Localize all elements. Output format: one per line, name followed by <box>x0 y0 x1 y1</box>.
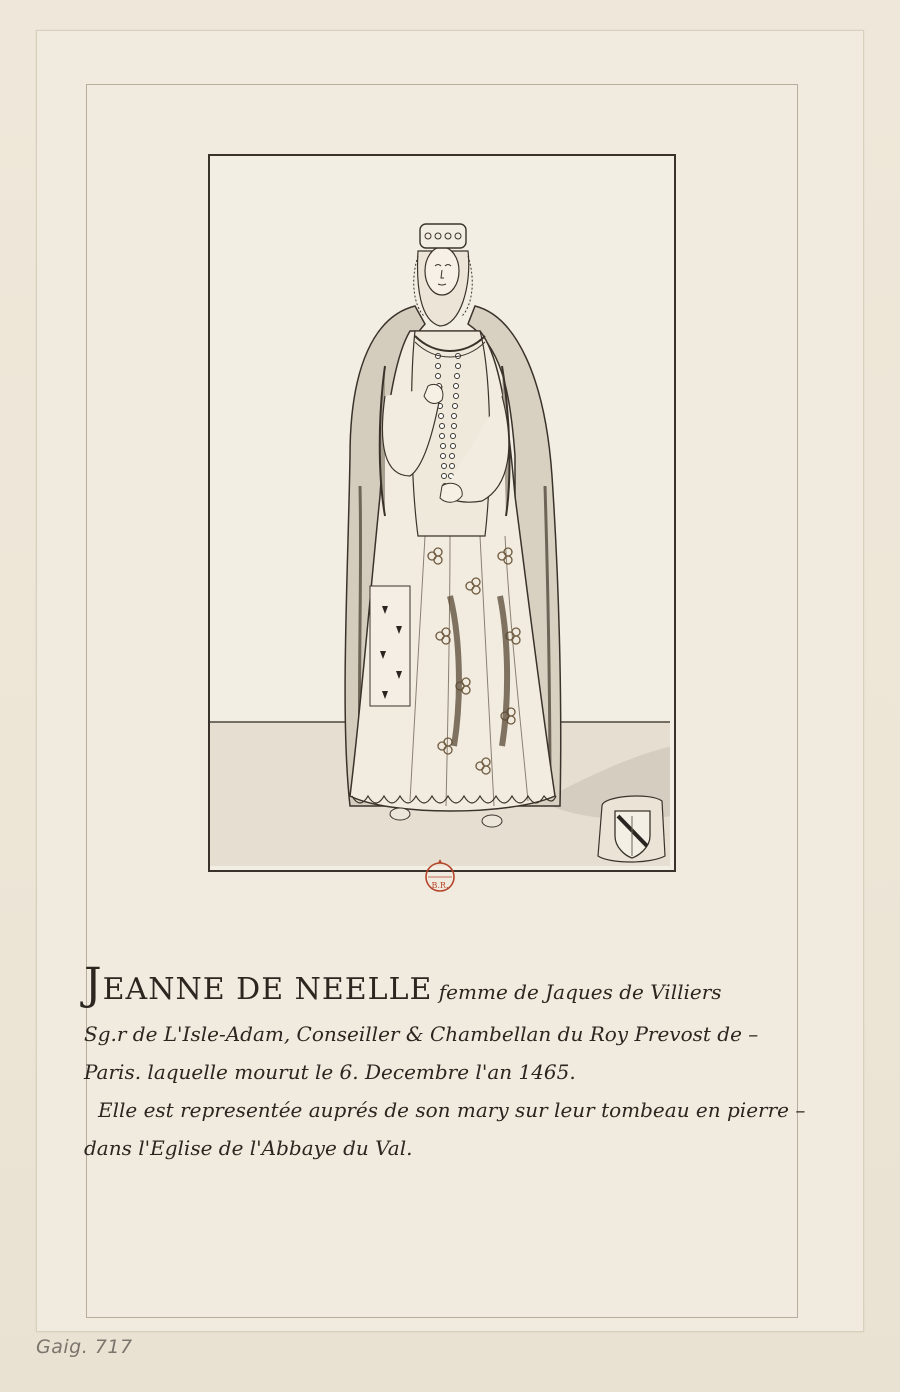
caption-line-4: Elle est representée auprés de son mary sur leur tombeau en pierre – <box>98 1098 806 1122</box>
caption-line-5: dans l'Eglise de l'Abbaye du Val. <box>84 1136 413 1160</box>
caption-line-3: Paris. laquelle mourut le 6. Decembre l'an 1465. <box>84 1060 576 1084</box>
sitter-name-initial: J <box>84 959 103 1010</box>
caption-line-2: Sg.r de L'Isle-Adam, Conseiller & Chambellan du Roy Prevost de – <box>84 1022 759 1046</box>
sitter-name-rest: EANNE DE NEELLE <box>102 972 433 1007</box>
shelfmark-note: Gaig. 717 <box>36 1336 133 1358</box>
caption-block <box>84 959 806 1167</box>
portrait-drawing <box>208 154 676 872</box>
library-stamp <box>423 856 457 894</box>
caption-line-1-rest: femme de Jaques de Villiers <box>438 980 722 1004</box>
effigy-illustration <box>210 156 670 866</box>
stamp-text: B.R. <box>431 881 449 890</box>
sitter-name <box>84 959 433 1010</box>
caption-line-1 <box>84 959 804 1015</box>
